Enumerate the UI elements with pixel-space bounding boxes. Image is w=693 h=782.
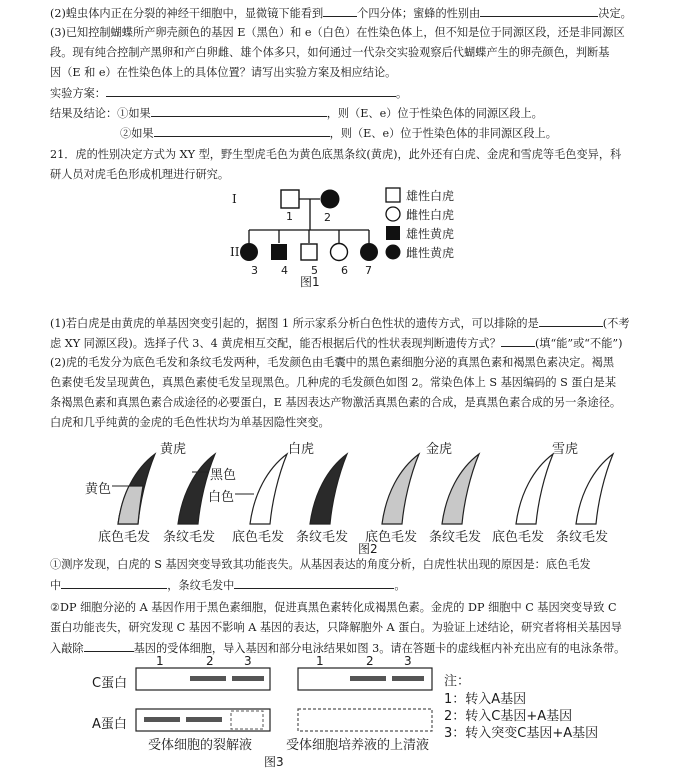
legend-label: 雄性白虎 [406,189,455,203]
s1-line-1: ①测序发现，白虎的 S 基因突变导致其功能丧失。从基因表达的角度分析，白虎性状出现的原因是：底色毛发 [50,558,591,571]
q-line-2: (3)已知控制蝴蝶所产卵壳颜色的基因 E（黑色）和 e（白色）在性染色体上，但不知是位于同源区段，还是非同源区 [50,26,625,39]
answer-dashed-box[interactable] [231,711,263,729]
q-line-4: 因（E 和 e）在性染色体上的具体位置？请写出实验方案及相应结论。 [50,66,397,79]
q-line-6: 结果及结论：①如果 ，则（E、e）位于性染色体的同源区段上。 [50,107,543,120]
tiger-name: 雪虎 [552,442,579,457]
s2-line-2: 蛋白功能丧失，研究发现 C 基因不影响 A 基因的表达，只降解胞外 A 蛋白。为验证上述结论，研究者将相关基因导 [50,621,622,634]
white-tiger-base-hair [250,454,287,524]
row-label: C蛋白 [92,676,128,691]
figure-caption: 图1 [300,275,320,289]
gel-band [350,676,386,681]
answer-blank[interactable] [234,577,394,589]
male-yellow-tiger-symbol [271,244,287,260]
lane-number: 3 [244,654,252,668]
generation-label: II [230,245,240,259]
individual-number: 4 [281,264,288,277]
q-line-7: ②如果 ，则（E、e）位于性染色体的非同源区段上。 [120,127,557,140]
s2-line-3: 入敲除 基因的受体细胞，导入基因和部分电泳结果如图 3。请在答题卡的虚线框内补充出应有的电泳条带。 [50,642,626,655]
lane-number: 1 [156,654,164,668]
generation-label: I [232,192,237,206]
legend-female-white-icon [386,207,400,221]
note-title: 注： [444,674,471,689]
note-item: 1：转入A基因 [444,692,527,707]
hair-type-label: 底色毛发 [365,530,418,545]
tiger-name: 金虎 [426,442,453,457]
answer-blank[interactable] [154,125,330,137]
female-white-tiger-symbol [331,244,348,261]
snow-tiger-stripe-hair [576,454,613,524]
gel-band [144,717,180,722]
answer-blank[interactable] [151,105,327,117]
p1-line-2: 虑 XY 同源区段)。选择子代 3、4 黄虎相互交配，能否根据后代的性状表现判断遗传方式？ (填“能”或“不能”) [50,337,623,350]
answer-dashed-box[interactable] [298,709,432,731]
female-yellow-tiger-symbol [240,243,258,261]
q21-line-2: 研人员对虎毛色形成机理进行研究。 [50,168,230,181]
legend-male-white-icon [386,188,400,202]
panel-caption: 受体细胞的裂解液 [148,738,253,753]
legend-female-yellow-icon [386,245,401,260]
q21-line-1: 21．虎的性别决定方式为 XY 型，野生型虎毛色为黄色底黑条纹(黄虎)，此外还有白虎、金虎和雪虎等毛色变异，科 [50,148,622,161]
individual-number: 7 [365,264,372,277]
hair-type-label: 条纹毛发 [296,530,349,545]
figure-caption: 图2 [358,542,378,556]
p1-line-1: (1)若白虎是由黄虎的单基因突变引起的，据图 1 所示家系分析白色性状的遗传方式，可以排除的是 (不考 [50,317,630,330]
answer-blank[interactable] [106,85,396,97]
pointer-label: 白色 [208,490,235,505]
p2-line-2: 色素使毛发呈现黄色，真黑色素使毛发呈现黑色。几种虎的毛发颜色如图 2。常染色体上 S 基因编码的 S 蛋白是某 [50,376,617,389]
figure-caption: 图3 [264,755,284,769]
answer-blank[interactable] [61,577,167,589]
answer-blank[interactable] [480,5,598,17]
snow-tiger-base-hair [516,454,553,524]
answer-blank[interactable] [323,5,357,17]
s1-line-2: 中 ，条纹毛发中 。 [50,579,406,592]
answer-blank[interactable] [539,315,603,327]
male-white-tiger-symbol [281,190,299,208]
q-line-1: (2)蝗虫体内正在分裂的神经干细胞中，显微镜下能看到 个四分体；蜜蜂的性别由 决定。 [50,7,632,20]
answer-blank[interactable] [84,640,134,652]
panel-caption: 受体细胞培养液的上清液 [286,738,430,753]
hair-color-figure [80,434,620,554]
hair-type-label: 底色毛发 [492,530,545,545]
male-white-tiger-symbol [301,244,317,260]
tiger-name: 白虎 [288,442,315,457]
golden-tiger-base-hair [382,454,419,524]
q-line-3: 段。现有纯合控制产黑卵和产白卵雌、雄个体多只，如何通过一代杂交实验观察后代蝴蝶产生的卵壳颜色，判断基 [50,46,610,59]
legend-male-yellow-icon [386,226,400,240]
answer-blank[interactable] [501,335,535,347]
lane-number: 1 [316,654,324,668]
legend-label: 雌性白虎 [406,208,455,222]
pointer-label: 黄色 [85,482,112,497]
pedigree-figure [180,185,500,290]
individual-number: 6 [341,264,348,277]
legend-label: 雌性黄虎 [406,246,455,260]
gel-band [190,676,226,681]
hair-type-label: 底色毛发 [232,530,285,545]
female-yellow-tiger-symbol [321,190,340,209]
gel-band [392,676,424,681]
hair-type-label: 底色毛发 [98,530,151,545]
tiger-name: 黄虎 [160,442,187,457]
s2-line-1: ②DP 细胞分泌的 A 基因作用于黑色素细胞，促进真黑色素转化成褐黑色素。金虎的 DP 细胞中 C 基因突变导致 C [50,601,617,614]
p2-line-4: 白虎和几乎纯黄的金虎的毛色性状均为单基因隐性突变。 [50,416,330,429]
golden-tiger-stripe-hair [442,454,479,524]
pointer-label: 黑色 [210,468,237,483]
female-yellow-tiger-symbol [360,243,378,261]
yellow-tiger-base-hair-yellow [118,486,143,524]
hair-type-label: 条纹毛发 [163,530,216,545]
lane-number: 3 [404,654,412,668]
gel-band [232,676,264,681]
row-label: A蛋白 [92,717,127,732]
p2-line-1: (2)虎的毛发分为底色毛发和条纹毛发两种，毛发颜色由毛囊中的黑色素细胞分泌的真黑色素和褐黑色素决定。褐黑 [50,356,615,369]
individual-number: 1 [286,210,293,223]
note-item: 3：转入突变C基因+A基因 [444,726,599,741]
lane-number: 2 [206,654,214,668]
individual-number: 2 [324,211,331,224]
individual-number: 3 [251,264,258,277]
gel-band [186,717,222,722]
lane-number: 2 [366,654,374,668]
hair-type-label: 条纹毛发 [429,530,482,545]
legend-label: 雄性黄虎 [406,227,455,241]
electrophoresis-figure [90,656,650,778]
note-item: 2：转入C基因+A基因 [444,709,573,724]
individual-number: 5 [311,264,318,277]
hair-type-label: 条纹毛发 [556,530,609,545]
p2-line-3: 条褐黑色素和真黑色素合成途径的必要蛋白，E 基因表达产物激活真黑色素的合成，是真黑色素合成的另一条途径。 [50,396,622,409]
white-tiger-stripe-hair [310,454,347,524]
q-line-5: 实验方案： 。 [50,87,408,100]
